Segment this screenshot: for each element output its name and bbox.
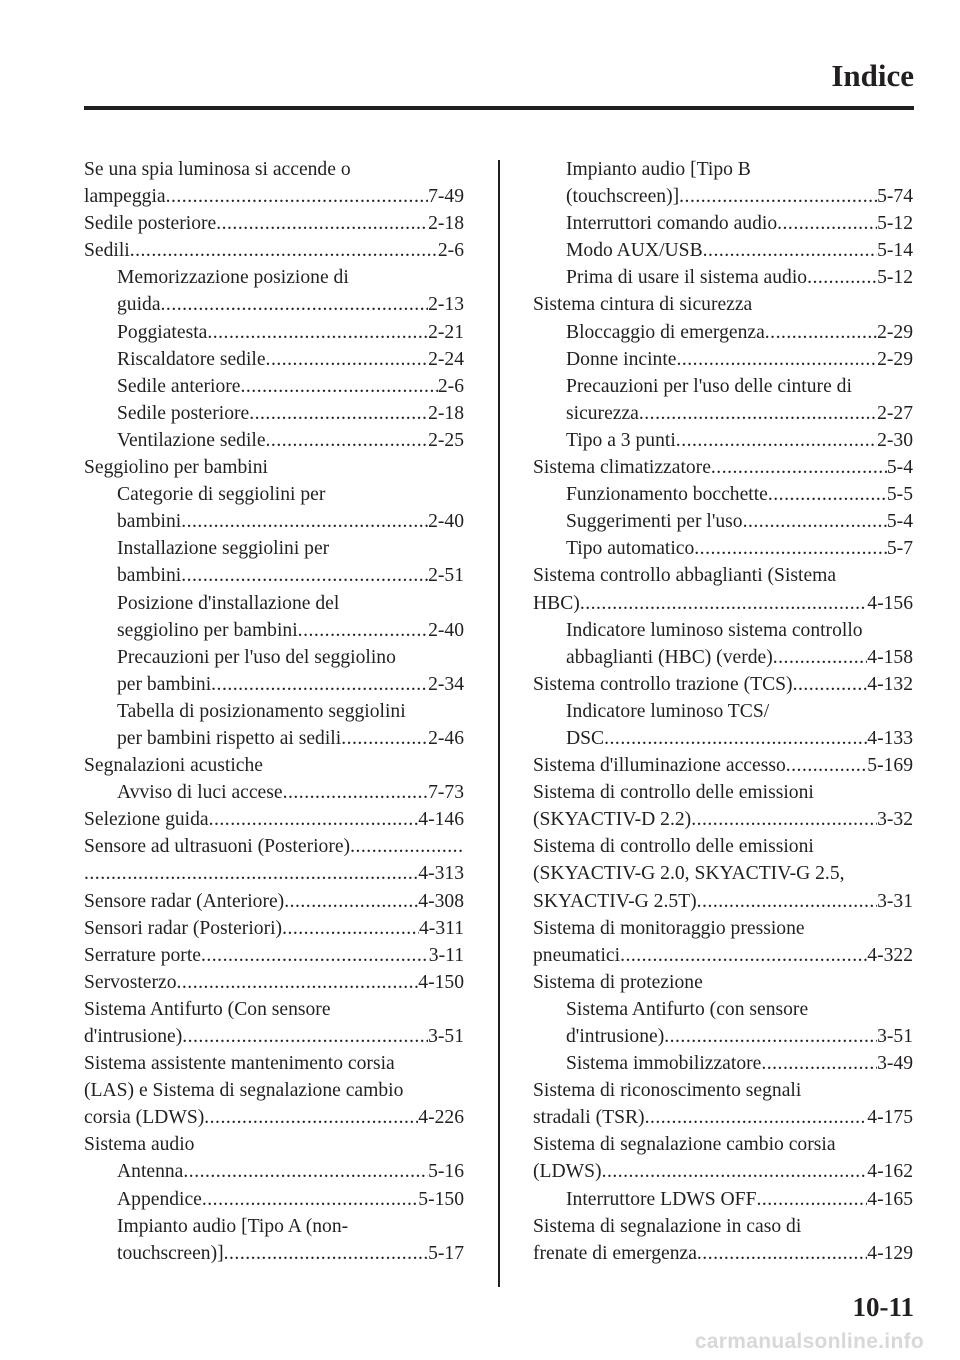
index-entry-text: Sistema di riconoscimento segnali [533, 1080, 802, 1102]
index-entry [84, 156, 464, 183]
index-entry-page: 2-18 [428, 402, 464, 424]
dot-leader [202, 1186, 418, 1213]
dot-leader [645, 1104, 868, 1131]
watermark: carmanualsonline.info [694, 1330, 924, 1353]
index-entry-text: d'intrusione) [84, 1026, 183, 1047]
index-entry [84, 427, 464, 454]
index-entry [533, 996, 913, 1023]
index-entry-text: Poggiatesta [117, 321, 208, 343]
index-entry [533, 156, 913, 183]
index-entry-page: 4-146 [418, 809, 464, 831]
dot-leader [761, 1050, 877, 1077]
index-entry-text: Suggerimenti per l'uso [566, 511, 743, 533]
index-entry [84, 1104, 464, 1131]
index-entry [84, 779, 464, 806]
index-entry-text: frenate di emergenza [533, 1242, 697, 1264]
index-entry-text: Sistema d'illuminazione accesso [533, 755, 786, 777]
index-entry [84, 1131, 464, 1158]
dot-leader [807, 264, 877, 291]
dot-leader [182, 1023, 428, 1050]
index-entry [84, 1158, 464, 1185]
index-entry [533, 291, 913, 318]
index-entry-text: Sistema Antifurto (con sensore [566, 998, 809, 1020]
index-entry-text: Indicatore luminoso TCS/ [566, 700, 770, 722]
index-entry [533, 346, 913, 373]
dot-leader [664, 1023, 877, 1050]
index-entry-page: 4-156 [867, 592, 913, 614]
index-entry-page: 4-175 [867, 1107, 913, 1129]
index-entry [533, 698, 913, 725]
index-entry-page: 2-24 [428, 348, 464, 370]
page-number: 10-11 [852, 1292, 914, 1322]
index-entry [84, 617, 464, 644]
index-entry [533, 319, 913, 346]
index-entry [533, 1158, 913, 1185]
index-entry-page: 5-150 [418, 1188, 464, 1210]
index-entry-page: 3-32 [877, 809, 913, 831]
index-column-left [84, 156, 464, 1267]
index-entry-page: 4-322 [867, 944, 913, 966]
index-entry-text: seggiolino per bambini [117, 619, 298, 641]
dot-leader [201, 942, 429, 969]
index-entry [533, 1240, 913, 1267]
index-entry-page: 4-226 [418, 1107, 464, 1129]
index-entry-text: Sensore ad ultrasuoni (Posteriore) [84, 836, 351, 858]
dot-leader [211, 671, 428, 698]
index-entry-text: Sensore radar (Anteriore) [84, 890, 285, 912]
dot-leader [620, 942, 867, 969]
index-entry-text: Sistema di controllo delle emissioni [533, 836, 814, 858]
index-entry-text: Sistema controllo abbaglianti (Sistema [533, 565, 837, 587]
index-entry [84, 508, 464, 535]
index-column-right [533, 156, 913, 1267]
index-entry-text: Sistema di segnalazione cambio corsia [533, 1134, 836, 1156]
dot-leader [743, 508, 887, 535]
index-entry [84, 1240, 464, 1267]
index-entry-text: Tabella di posizionamento seggiolini [117, 700, 406, 722]
index-entry-page: 2-13 [428, 294, 464, 316]
dot-leader [298, 617, 428, 644]
index-entry-page: 2-18 [428, 213, 464, 235]
index-entry-page: 3-31 [877, 890, 913, 912]
index-entry-text: Riscaldatore sedile [117, 348, 266, 370]
index-entry-text: Bloccaggio di emergenza [566, 321, 765, 343]
index-entry-text: Donne incinte [566, 348, 677, 370]
index-entry [533, 833, 913, 860]
dot-leader [266, 346, 429, 373]
index-entry-text: touchscreen)] [117, 1242, 224, 1264]
index-entry-page: 5-74 [877, 186, 913, 208]
index-entry [84, 833, 464, 860]
index-entry [533, 888, 913, 915]
index-entry-page: 4-165 [867, 1188, 913, 1210]
index-entry [533, 264, 913, 291]
index-entry-page: 7-49 [428, 186, 464, 208]
index-entry-text: bambini [117, 511, 182, 533]
index-entry [533, 590, 913, 617]
dot-leader [694, 535, 887, 562]
dot-leader [224, 1240, 428, 1267]
column-divider [498, 160, 500, 1287]
dot-leader [181, 562, 428, 589]
index-entry-text: Sistema di monitoraggio pressione [533, 917, 805, 939]
index-entry-page: 2-34 [428, 673, 464, 695]
dot-leader [580, 590, 867, 617]
index-entry-page: 2-21 [428, 321, 464, 343]
index-entry-text: Serrature porte [84, 944, 201, 966]
index-entry-text: abbaglianti (HBC) (verde) [566, 646, 773, 668]
index-entry-text: per bambini rispetto ai sedili [117, 727, 342, 749]
index-entry-text: Sistema immobilizzatore [566, 1053, 762, 1075]
dot-leader [341, 725, 428, 752]
index-entry-text: stradali (TSR) [533, 1107, 645, 1129]
index-entry [84, 1186, 464, 1213]
index-entry [84, 237, 464, 264]
index-entry-text: bambini [117, 565, 182, 587]
index-entry-text: Sistema assistente mantenimento corsia [84, 1053, 395, 1075]
index-entry [84, 698, 464, 725]
index-entry [84, 264, 464, 291]
index-entry-text: HBC) [533, 592, 580, 614]
index-entry-text: Appendice [117, 1188, 202, 1210]
index-entry-text: Sistema audio [84, 1134, 195, 1156]
dot-leader [241, 373, 438, 400]
index-entry [84, 915, 464, 942]
dot-leader [676, 346, 877, 373]
index-entry [84, 373, 464, 400]
index-entry-text: Installazione seggiolini per [117, 538, 330, 560]
index-entry-text: Sistema di segnalazione in caso di [533, 1215, 802, 1237]
index-entry-text: DSC [566, 727, 605, 749]
index-entry-page: 5-17 [428, 1242, 464, 1264]
dot-leader [697, 888, 877, 915]
dot-leader [786, 752, 868, 779]
index-entry [84, 725, 464, 752]
dot-leader [765, 319, 877, 346]
index-entry [533, 1077, 913, 1104]
index-entry-text: Sistema cintura di sicurezza [533, 294, 753, 316]
index-entry [533, 1213, 913, 1240]
dot-leader [602, 1158, 868, 1185]
index-entry [533, 427, 913, 454]
index-entry-text: Sistema Antifurto (Con sensore [84, 998, 331, 1020]
index-entry [533, 183, 913, 210]
index-entry-page: 4-133 [867, 727, 913, 749]
index-entry [533, 1186, 913, 1213]
index-entry [533, 1131, 913, 1158]
index-entry [533, 942, 913, 969]
dot-leader [350, 833, 464, 860]
index-entry-page: 5-12 [877, 213, 913, 235]
dot-leader [639, 400, 877, 427]
index-entry [84, 1213, 464, 1240]
index-entry-page: 4-311 [419, 917, 464, 939]
index-entry-page: 2-29 [877, 348, 913, 370]
dot-leader [679, 183, 877, 210]
index-entry-page: 2-6 [437, 240, 464, 262]
index-entry-text: Interruttori comando audio [566, 213, 778, 235]
index-entry [533, 671, 913, 698]
index-entry-page: 5-12 [877, 267, 913, 289]
index-entry-page: 5-169 [867, 755, 913, 777]
index-entry [533, 779, 913, 806]
dot-leader [604, 725, 867, 752]
index-entry [84, 291, 464, 318]
index-entry-text: guida [117, 294, 161, 316]
dot-leader [793, 671, 868, 698]
index-entry-text: Tipo a 3 punti [566, 429, 676, 451]
index-entry-text: Precauzioni per l'uso delle cinture di [566, 375, 852, 397]
index-entry [533, 562, 913, 589]
index-entry-page: 2-25 [428, 429, 464, 451]
index-entry-page: 2-29 [877, 321, 913, 343]
index-entry [84, 1023, 464, 1050]
index-entry [533, 1050, 913, 1077]
index-entry-text: Se una spia luminosa si accende o [84, 159, 351, 180]
dot-leader [216, 210, 428, 237]
index-entry [84, 481, 464, 508]
index-entry-page: 3-11 [428, 944, 464, 966]
index-entry [84, 183, 464, 210]
index-entry [84, 996, 464, 1023]
index-entry-text: Sistema di protezione [533, 971, 703, 993]
index-entry-text: Posizione d'installazione del [117, 592, 340, 614]
dot-leader [697, 1240, 867, 1267]
index-entry-text: Ventilazione sedile [117, 429, 266, 451]
index-entry-page: 5-4 [886, 457, 913, 479]
header-rule [84, 106, 914, 110]
index-entry-text: sicurezza [566, 402, 639, 424]
index-entry-text: Sedile posteriore [117, 402, 250, 424]
index-entry-text: Modo AUX/USB [566, 240, 703, 262]
index-entry-text: Avviso di luci accese [117, 782, 283, 804]
index-entry-text: Memorizzazione posizione di [117, 267, 349, 289]
index-entry [84, 942, 464, 969]
index-entry-text: Segnalazioni acustiche [84, 755, 263, 777]
index-entry [84, 562, 464, 589]
index-entry-page: 3-49 [877, 1053, 913, 1075]
index-entry-text: Sistema climatizzatore [533, 457, 711, 479]
dot-leader [703, 237, 877, 264]
index-entry-page: 4-162 [867, 1161, 913, 1183]
index-entry-page: 3-51 [877, 1026, 913, 1047]
index-entry [84, 346, 464, 373]
index-entry-text: Sedile anteriore [117, 375, 241, 397]
index-entry-text: Precauzioni per l'uso del seggiolino [117, 646, 396, 668]
index-entry-text: d'intrusione) [566, 1026, 665, 1047]
index-entry [84, 210, 464, 237]
index-entry-text: Selezione guida [84, 809, 209, 831]
index-entry-text: SKYACTIV-G 2.5T) [533, 890, 697, 912]
index-entry [533, 860, 913, 887]
index-entry [84, 969, 464, 996]
index-entry-text: Servosterzo [84, 971, 177, 993]
dot-leader [166, 183, 428, 210]
index-entry-text: Sedile posteriore [84, 213, 217, 235]
index-entry [533, 508, 913, 535]
dot-leader [181, 508, 428, 535]
index-entry [533, 752, 913, 779]
index-entry-text: Categorie di seggiolini per [117, 484, 326, 506]
index-entry [533, 915, 913, 942]
index-entry-page: 4-158 [867, 646, 913, 668]
dot-leader [183, 1158, 428, 1185]
index-entry-text: Seggiolino per bambini [84, 457, 268, 479]
dot-leader [768, 481, 887, 508]
dot-leader [284, 888, 418, 915]
index-entry-page: 4-308 [418, 890, 464, 912]
index-entry [84, 1050, 464, 1077]
index-entry-text: (LAS) e Sistema di segnalazione cambio [84, 1080, 404, 1102]
index-entry [533, 1023, 913, 1050]
index-entry-text: Antenna [117, 1161, 184, 1183]
index-entry-page: 2-30 [877, 429, 913, 451]
index-entry-text: Interruttore LDWS OFF [566, 1188, 757, 1210]
index-entry-page: 2-51 [428, 565, 464, 587]
index-entry [533, 373, 913, 400]
dot-leader [209, 806, 419, 833]
dot-leader [177, 969, 419, 996]
index-entry [84, 860, 464, 887]
index-entry-page: 2-27 [877, 402, 913, 424]
index-entry [84, 752, 464, 779]
index-entry-text: pneumatici [533, 944, 621, 966]
index-entry-text: per bambini [117, 673, 212, 695]
index-entry [84, 535, 464, 562]
index-entry-page: 7-73 [428, 782, 464, 804]
index-entry [84, 888, 464, 915]
index-entry [533, 481, 913, 508]
index-entry [533, 969, 913, 996]
index-entry-page: 4-313 [418, 863, 464, 885]
index-entry-text: Impianto audio [Tipo B [566, 159, 751, 180]
index-entry [533, 454, 913, 481]
index-entry-page: 2-40 [428, 511, 464, 533]
index-entry-text: Tipo automatico [566, 538, 695, 560]
dot-leader [283, 779, 428, 806]
dot-leader [777, 210, 877, 237]
index-entry-text: Prima di usare il sistema audio [566, 267, 808, 289]
index-entry-text: lampeggia [84, 186, 166, 208]
index-entry-text: Sedili [84, 240, 130, 262]
index-entry [533, 1104, 913, 1131]
dot-leader [773, 644, 868, 671]
index-entry [533, 400, 913, 427]
dot-leader [691, 806, 877, 833]
index-entry-text: (SKYACTIV-G 2.0, SKYACTIV-G 2.5, [533, 863, 845, 885]
index-entry-page: 5-7 [886, 538, 913, 560]
index-entry-page: 2-6 [437, 375, 464, 397]
index-entry [84, 671, 464, 698]
index-entry-text: Sistema di controllo delle emissioni [533, 782, 814, 804]
dot-leader [711, 454, 887, 481]
index-entry [84, 590, 464, 617]
index-entry [533, 535, 913, 562]
index-entry [533, 725, 913, 752]
index-entry-page: 4-150 [418, 971, 464, 993]
page-header-title: Indice [831, 58, 914, 93]
index-entry-text: Funzionamento bocchette [566, 484, 768, 506]
index-entry-page: 2-40 [428, 619, 464, 641]
index-entry-text: (LDWS) [533, 1161, 602, 1183]
index-entry-page: 2-46 [428, 727, 464, 749]
index-entry-page: 4-132 [867, 673, 913, 695]
dot-leader [84, 860, 418, 887]
index-entry [84, 1077, 464, 1104]
dot-leader [207, 319, 428, 346]
index-entry [84, 644, 464, 671]
index-entry-page: 4-129 [867, 1242, 913, 1264]
dot-leader [676, 427, 877, 454]
index-entry-text: Sensori radar (Posteriori) [84, 917, 283, 939]
index-entry [84, 454, 464, 481]
dot-leader [266, 427, 429, 454]
index-entry-text: Indicatore luminoso sistema controllo [566, 619, 863, 641]
dot-leader [756, 1186, 867, 1213]
index-entry [533, 237, 913, 264]
index-entry-page: 5-16 [428, 1161, 464, 1183]
index-entry-text: (touchscreen)] [566, 186, 680, 208]
index-entry [533, 806, 913, 833]
index-entry-page: 5-14 [877, 240, 913, 262]
dot-leader [161, 291, 429, 318]
index-entry-text: (SKYACTIV-D 2.2) [533, 809, 692, 831]
dot-leader [282, 915, 419, 942]
index-entry [84, 806, 464, 833]
index-entry-page: 3-51 [428, 1026, 464, 1047]
index-entry-text: Sistema controllo trazione (TCS) [533, 673, 793, 695]
index-entry-page: 5-4 [886, 511, 913, 533]
dot-leader [204, 1104, 418, 1131]
index-entry [84, 400, 464, 427]
index-entry [84, 319, 464, 346]
index-entry-text: Impianto audio [Tipo A (non- [117, 1215, 349, 1237]
index-entry-page: 5-5 [886, 484, 913, 506]
index-entry [533, 617, 913, 644]
index-entry [533, 210, 913, 237]
index-entry-text: corsia (LDWS) [84, 1107, 205, 1129]
dot-leader [130, 237, 438, 264]
dot-leader [249, 400, 428, 427]
index-entry [533, 644, 913, 671]
